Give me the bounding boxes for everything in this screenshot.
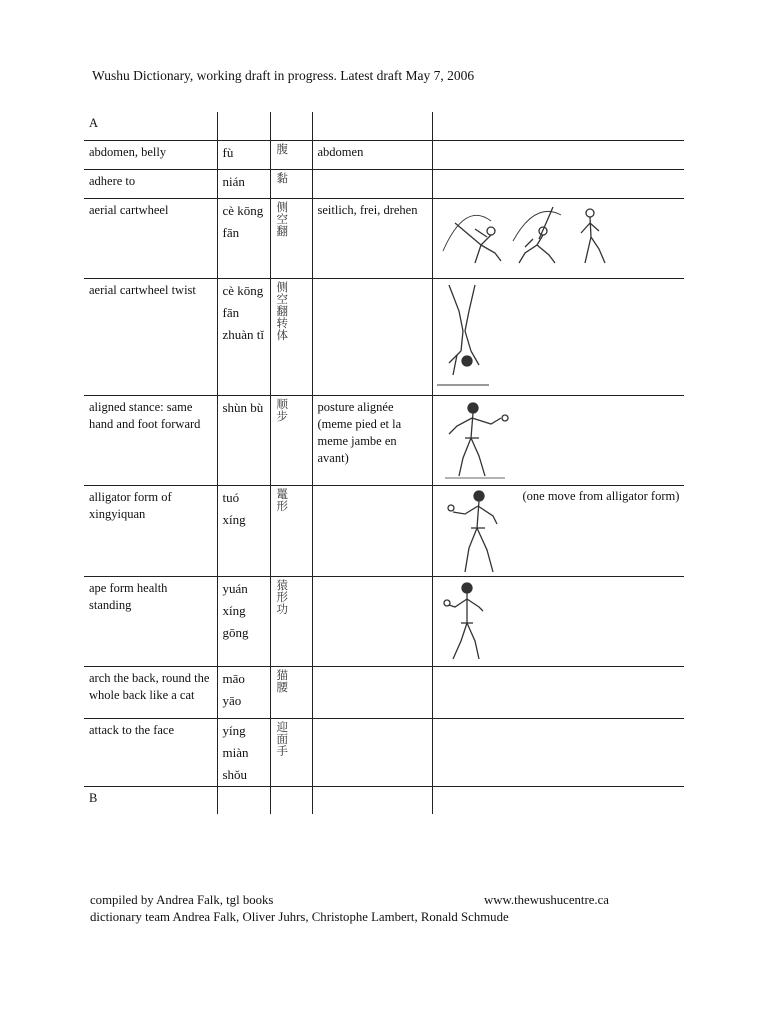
aerial-cartwheel-twist-illustration (435, 281, 505, 389)
entry-translation (312, 485, 432, 576)
table-row (84, 718, 684, 786)
entry-pinyin: cè kōng fān (217, 198, 270, 278)
entry-translation: posture alignée (meme pied et la meme jambe en avant) (312, 395, 432, 485)
table-row (84, 485, 684, 576)
footer-compiled: compiled by Andrea Falk, tgl books (90, 893, 274, 907)
section-letter-b: B (84, 786, 217, 814)
entry-english: adhere to (84, 169, 217, 198)
section-row-b (84, 786, 684, 814)
entry-hanzi: 腹 (276, 141, 288, 156)
entry-pinyin: nián (217, 169, 270, 198)
entry-english: attack to the face (84, 718, 217, 786)
entry-translation: seitlich, frei, drehen (312, 198, 432, 278)
aligned-stance-illustration (435, 398, 515, 482)
table-row (84, 666, 684, 718)
entry-translation (312, 169, 432, 198)
entry-note: (one move from alligator form) (522, 488, 680, 503)
table-row (84, 169, 684, 198)
section-letter-a: A (89, 116, 99, 130)
aerial-cartwheel-illustration (435, 201, 625, 269)
table-row (84, 576, 684, 666)
entry-pinyin: yíng miàn shǒu (217, 718, 270, 786)
entry-pinyin: shùn bù (217, 395, 270, 485)
table-row (84, 278, 684, 395)
entry-pinyin: cè kōng fān zhuàn tǐ (217, 278, 270, 395)
entry-hanzi: 侧空翻 (276, 199, 288, 238)
alligator-form-illustration (435, 488, 513, 576)
entry-translation: abdomen (312, 140, 432, 169)
footer-url-link[interactable]: www.thewushucentre.ca (484, 893, 609, 907)
entry-english: arch the back, round the whole back like a cat (84, 666, 217, 718)
entry-hanzi: 鼍形 (276, 486, 288, 513)
ape-form-illustration (435, 579, 505, 665)
footer (90, 892, 690, 926)
entry-translation (312, 576, 432, 666)
entry-hanzi: 猿形功 (276, 577, 288, 616)
entry-english: aerial cartwheel twist (84, 278, 217, 395)
entry-translation (312, 666, 432, 718)
entry-english: abdomen, belly (84, 140, 217, 169)
table-row (84, 395, 684, 485)
entry-english: ape form health standing (84, 576, 217, 666)
entry-hanzi: 猫腰 (276, 667, 288, 694)
entry-english: aerial cartwheel (84, 198, 217, 278)
section-row-a (84, 112, 684, 140)
entry-hanzi: 顺步 (276, 396, 288, 423)
entry-english: aligned stance: same hand and foot forward (84, 395, 217, 485)
footer-team: dictionary team Andrea Falk, Oliver Juhrs, Christophe Lambert, Ronald Schmude (90, 910, 509, 924)
document-title: Wushu Dictionary, working draft in progress. Latest draft May 7, 2006 (92, 68, 475, 83)
entry-translation (312, 718, 432, 786)
entry-hanzi: 侧空翻转体 (276, 279, 288, 342)
table-row (84, 198, 684, 278)
entry-pinyin: māo yāo (217, 666, 270, 718)
entry-translation (312, 278, 432, 395)
entry-pinyin: fù (217, 140, 270, 169)
entry-pinyin: yuán xíng gōng (217, 576, 270, 666)
entry-pinyin: tuó xíng (217, 485, 270, 576)
entry-hanzi: 迎面手 (276, 719, 288, 758)
table-row (84, 140, 684, 169)
entry-hanzi: 黏 (276, 170, 288, 185)
dictionary-table (84, 112, 684, 814)
entry-english: alligator form of xingyiquan (84, 485, 217, 576)
